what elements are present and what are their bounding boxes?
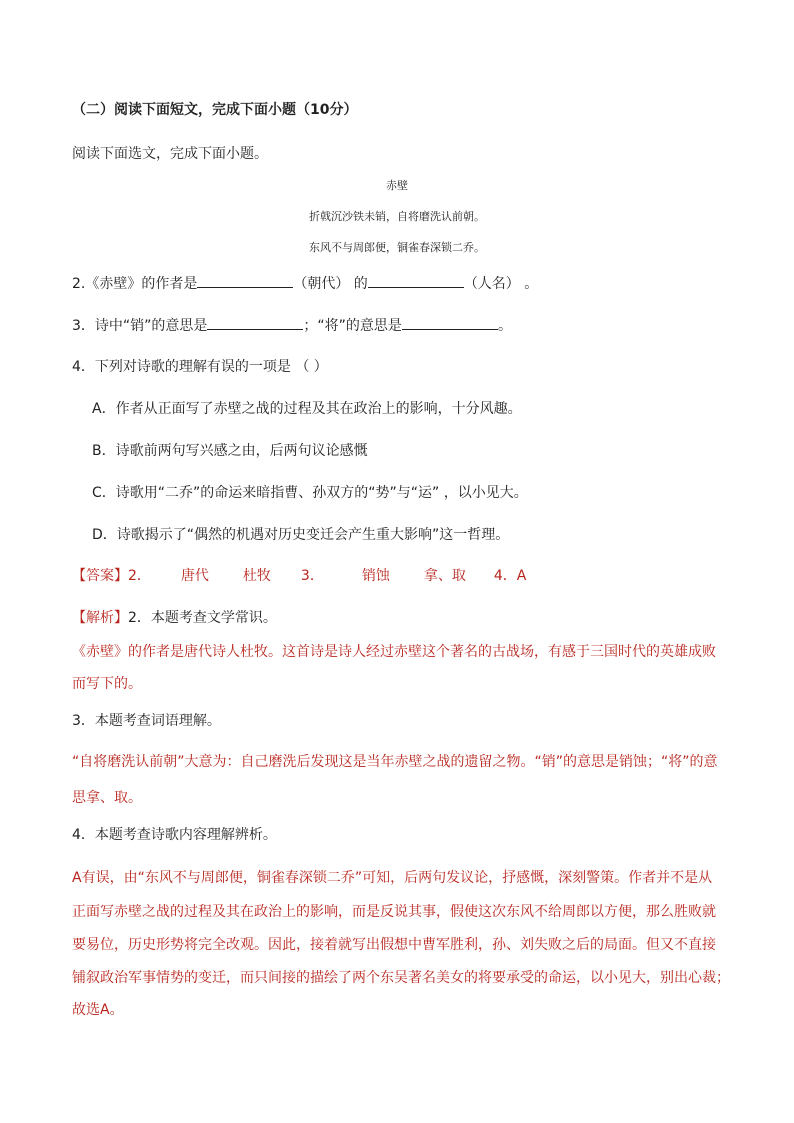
question-2 (72, 273, 538, 294)
analysis-text-2-line1: 《赤壁》的作者是唐代诗人杜牧。这首诗是诗人经过赤壁这个著名的古战场，有感于三国时代的英雄成败 (72, 644, 716, 660)
analysis-heading-2-text: 2．本题考查文学常识。 (128, 610, 277, 626)
analysis-text-4-line: 正面写赤壁之战的过程及其在政治上的影响，而是反说其事，假使这次东风不给周郎以方便，那么胜败就 (72, 904, 716, 920)
option-b: B．诗歌前两句写兴感之由，后两句议论感慨 (92, 443, 368, 459)
answer-blank-author[interactable] (368, 273, 464, 288)
option-d: D．诗歌揭示了“偶然的机遇对历史变迁会产生重大影响”这一哲理。 (92, 527, 510, 543)
question-3-mid: ；“将”的意思是 (303, 318, 402, 334)
question-3 (72, 315, 512, 336)
answer-item: 唐代 (180, 568, 209, 584)
analysis-label: 【解析】 (72, 610, 128, 626)
analysis-text-2-line2: 而写下的。 (72, 676, 142, 692)
question-3-end: 。 (497, 318, 512, 334)
answer-blank-dynasty[interactable] (197, 273, 293, 288)
answer-item: 拿、取 (423, 568, 466, 584)
option-c: C．诗歌用“二乔”的命运来暗指曹、孙双方的“势”与“运” ，以小见大。 (92, 485, 528, 501)
analysis-text-4-line: 要易位，历史形势将完全改观。因此，接着就写出假想中曹军胜利，孙、刘失败之后的局面。但又不直接 (72, 937, 716, 953)
section-title: （二）阅读下面短文，完成下面小题（10分） (72, 102, 358, 118)
analysis-heading-3: 3．本题考查词语理解。 (72, 713, 221, 729)
question-2-mid2: （人名） 。 (463, 276, 539, 292)
section-instruction: 阅读下面选文，完成下面小题。 (72, 146, 268, 162)
poem-title: 赤壁 (386, 179, 408, 192)
analysis-text-4-line: A有误，由“东风不与周郎便，铜雀春深锁二乔”可知，后两句发议论，抒感慨，深刻警策。作者并不是从 (72, 870, 713, 886)
answer-label: 【答案】 (72, 568, 128, 584)
analysis-text-4-line: 故选A。 (72, 1002, 124, 1018)
analysis-heading-2 (72, 608, 277, 628)
answer-item: 3． (300, 568, 324, 584)
analysis-text-4-line: 铺叙政治军事情势的变迁，而只间接的描绘了两个东吴著名美女的将要承受的命运，以小见大，别出心裁； (72, 970, 730, 986)
analysis-text-3-line1: “自将磨洗认前朝”大意为：自己磨洗后发现这是当年赤壁之战的遗留之物。“销”的意思是销蚀；“将”的意 (72, 754, 718, 770)
poem-line-2: 东风不与周郎便，铜雀春深锁二乔。 (309, 241, 485, 254)
answer-item: 4．A (493, 568, 527, 584)
answer-item: 销蚀 (361, 568, 390, 584)
answer-item: 2． (128, 568, 151, 584)
question-2-mid1: （朝代） 的 (293, 276, 368, 292)
question-3-prefix: 3．诗中“销”的意思是 (72, 318, 208, 334)
analysis-text-3-line2: 思拿、取。 (72, 790, 142, 806)
analysis-heading-4: 4．本题考查诗歌内容理解辨析。 (72, 827, 277, 843)
answer-blank-jiang[interactable] (402, 315, 498, 330)
question-2-prefix: 2.《赤壁》的作者是 (72, 276, 198, 292)
question-4-stem: 4．下列对诗歌的理解有误的一项是 （ ） (72, 359, 328, 375)
option-a: A．作者从正面写了赤壁之战的过程及其在政治上的影响，十分风趣。 (92, 401, 522, 417)
answer-item: 杜牧 (242, 568, 271, 584)
answer-blank-xiao[interactable] (207, 315, 303, 330)
poem-line-1: 折戟沉沙铁未销，自将磨洗认前朝。 (309, 210, 485, 223)
answer-row (72, 566, 526, 586)
